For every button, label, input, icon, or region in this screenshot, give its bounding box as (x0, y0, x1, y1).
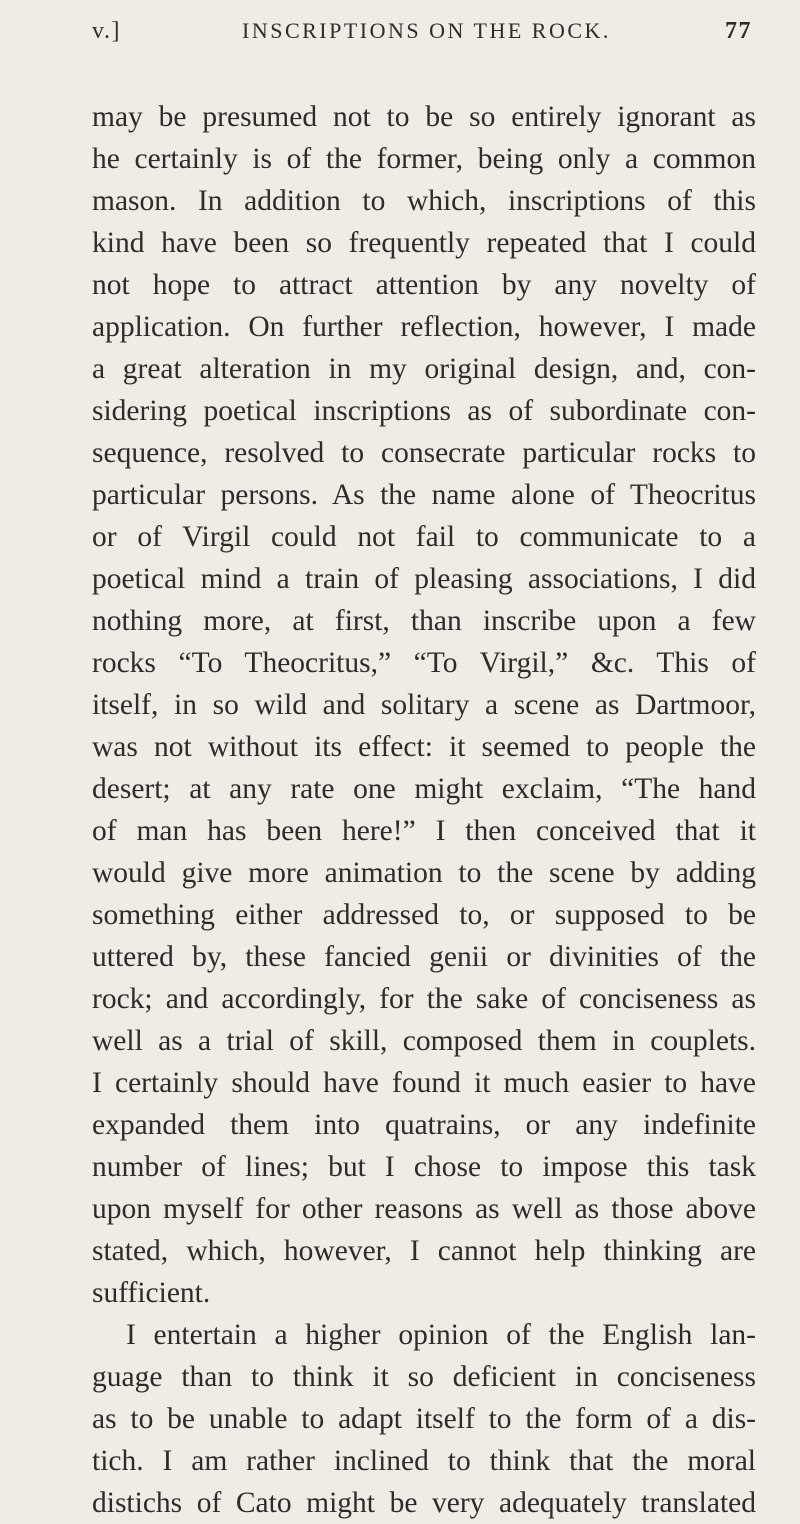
text-line: would give more animation to the scene by adding (92, 857, 756, 889)
text-line: stated, which, however, I cannot help thinking are (92, 1235, 756, 1267)
text-line: sufficient. (92, 1277, 211, 1309)
text-line: uttered by, these fancied genii or divinities of the (92, 941, 756, 973)
running-head (92, 18, 752, 54)
text-line: sequence, resolved to consecrate particular rocks to (92, 437, 756, 469)
text-line: kind have been so frequently repeated that I could (92, 227, 756, 259)
text-line: guage than to think it so deficient in conciseness (92, 1361, 756, 1393)
text-line: or of Virgil could not fail to communicate to a (92, 521, 756, 553)
text-line: poetical mind a train of pleasing associations, I did (92, 563, 756, 595)
paragraph (92, 1314, 756, 1524)
text-line: distichs of Cato might be very adequately translated (92, 1487, 756, 1519)
text-line: itself, in so wild and solitary a scene as Dartmoor, (92, 689, 756, 721)
text-line: nothing more, at first, than inscribe upon a few (92, 605, 756, 637)
body-text (92, 96, 756, 1524)
page-number: 77 (725, 18, 752, 44)
text-line: well as a trial of skill, composed them in couplets. (92, 1025, 756, 1057)
text-line: rocks “To Theocritus,” “To Virgil,” &c. This of (92, 647, 756, 679)
text-line: I certainly should have found it much easier to have (92, 1067, 756, 1099)
text-line: sidering poetical inscriptions as of subordinate con- (92, 395, 756, 427)
chapter-marker: v.] (92, 18, 121, 44)
text-line: a great alteration in my original design, and, con- (92, 353, 756, 385)
text-line: number of lines; but I chose to impose this task (92, 1151, 756, 1183)
running-title: INSCRIPTIONS ON THE ROCK. (242, 18, 611, 43)
text-line: mason. In addition to which, inscriptions of this (92, 185, 756, 217)
text-line: expanded them into quatrains, or any indefinite (92, 1109, 756, 1141)
text-line: not hope to attract attention by any novelty of (92, 269, 756, 301)
text-line: desert; at any rate one might exclaim, “The hand (92, 773, 756, 805)
text-line: may be presumed not to be so entirely ignorant as (92, 101, 756, 133)
text-line: tich. I am rather inclined to think that the moral (92, 1445, 756, 1477)
text-line: rock; and accordingly, for the sake of conciseness as (92, 983, 756, 1015)
paragraph (92, 96, 756, 1314)
text-line: application. On further reflection, however, I made (92, 311, 756, 343)
text-line: of man has been here!” I then conceived that it (92, 815, 756, 847)
text-line: particular persons. As the name alone of Theocritus (92, 479, 756, 511)
text-line: he certainly is of the former, being only a common (92, 143, 756, 175)
text-line: was not without its effect: it seemed to people the (92, 731, 756, 763)
text-line: I entertain a higher opinion of the English lan- (126, 1319, 756, 1351)
text-line: as to be unable to adapt itself to the form of a dis- (92, 1403, 756, 1435)
text-line: upon myself for other reasons as well as those above (92, 1193, 756, 1225)
text-line: something either addressed to, or supposed to be (92, 899, 756, 931)
